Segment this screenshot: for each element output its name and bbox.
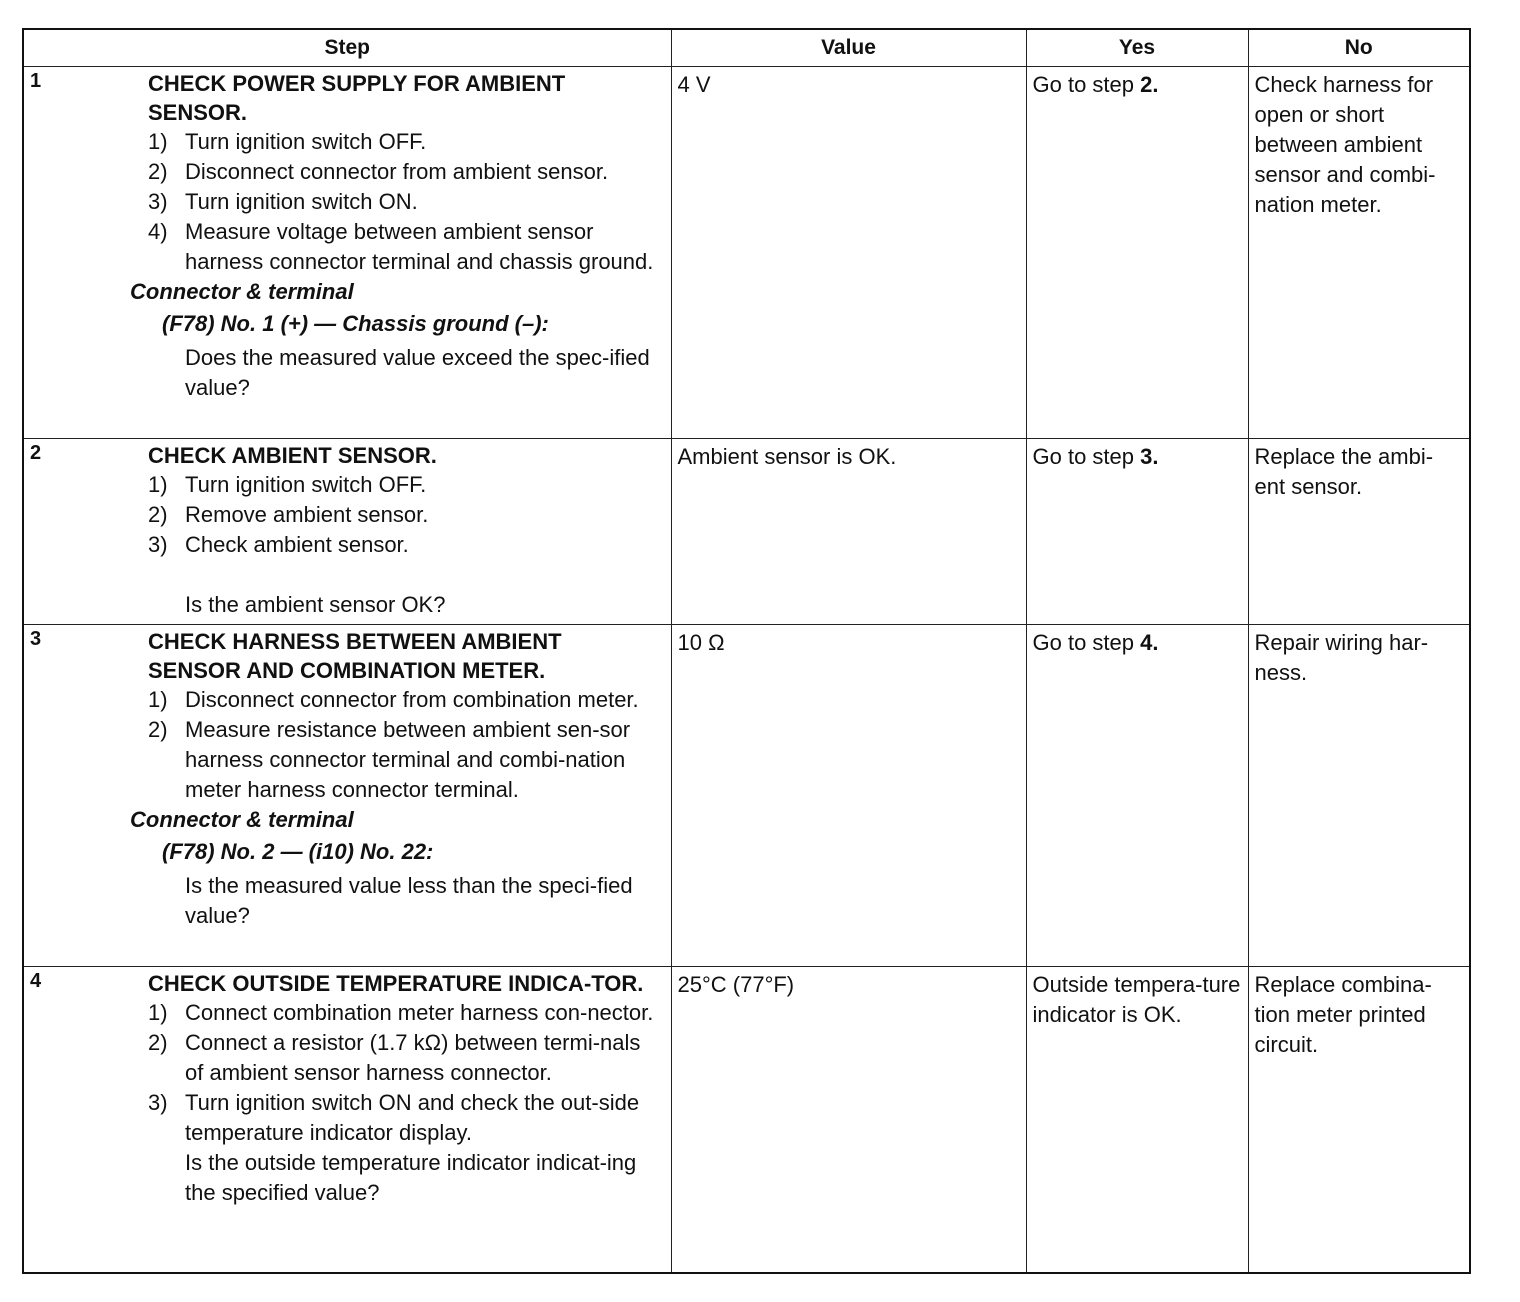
diagnostic-table bbox=[22, 28, 1471, 1274]
step-number: 3 bbox=[30, 628, 42, 650]
step-cell bbox=[23, 967, 671, 1273]
table-row bbox=[23, 439, 1470, 625]
substep: 1) Turn ignition switch OFF. bbox=[148, 129, 427, 154]
value-cell: 25°C (77°F) bbox=[671, 967, 1026, 1273]
connector-label: Connector & terminal bbox=[130, 807, 354, 832]
step-title: CHECK POWER SUPPLY FOR AMBIENT SENSOR. bbox=[148, 71, 566, 125]
step-question: Is the measured value less than the speci-fied value? bbox=[185, 873, 633, 928]
yes-cell: Go to step 4. bbox=[1026, 625, 1248, 967]
header-value: Value bbox=[671, 29, 1026, 67]
step-cell bbox=[23, 67, 671, 439]
substep: 2) Measure resistance between ambient sen-sor harness connector terminal and combi-nation meter harness connector terminal. bbox=[148, 717, 631, 802]
substep: 2) Disconnect connector from ambient sensor. bbox=[148, 159, 609, 184]
yes-cell: Go to step 2. bbox=[1026, 67, 1248, 439]
no-cell: Check harness for open or short between ambient sensor and combi-nation meter. bbox=[1248, 67, 1470, 439]
step-title: CHECK HARNESS BETWEEN AMBIENT SENSOR AND COMBINATION METER. bbox=[148, 629, 562, 683]
step-title: CHECK AMBIENT SENSOR. bbox=[148, 443, 437, 468]
table-row bbox=[23, 67, 1470, 439]
substep: 1) Disconnect connector from combination meter. bbox=[148, 687, 639, 712]
connector-value: (F78) No. 2 — (i10) No. 22: bbox=[162, 839, 434, 864]
step-question: Is the outside temperature indicator indicat-ing the specified value? bbox=[185, 1150, 637, 1205]
substep: 3) Turn ignition switch ON. bbox=[148, 189, 418, 214]
header-row bbox=[23, 29, 1470, 67]
substep: 3) Turn ignition switch ON and check the out-side temperature indicator display. bbox=[148, 1090, 640, 1145]
value-cell: Ambient sensor is OK. bbox=[671, 439, 1026, 625]
step-cell bbox=[23, 439, 671, 625]
substep: 3) Check ambient sensor. bbox=[148, 532, 409, 557]
step-question: Is the ambient sensor OK? bbox=[185, 592, 446, 617]
step-number: 1 bbox=[30, 70, 42, 92]
connector-value: (F78) No. 1 (+) — Chassis ground (–): bbox=[162, 311, 549, 336]
table-row bbox=[23, 625, 1470, 967]
substep: 1) Turn ignition switch OFF. bbox=[148, 472, 427, 497]
yes-cell: Go to step 3. bbox=[1026, 439, 1248, 625]
connector-label: Connector & terminal bbox=[130, 279, 354, 304]
no-cell: Replace the ambi-ent sensor. bbox=[1248, 439, 1470, 625]
no-cell: Repair wiring har-ness. bbox=[1248, 625, 1470, 967]
step-number: 2 bbox=[30, 442, 42, 464]
substep: 4) Measure voltage between ambient sensor harness connector terminal and chassis ground. bbox=[148, 219, 654, 274]
header-yes: Yes bbox=[1026, 29, 1248, 67]
step-cell bbox=[23, 625, 671, 967]
step-number: 4 bbox=[30, 970, 42, 992]
step-title: CHECK OUTSIDE TEMPERATURE INDICA-TOR. bbox=[148, 971, 644, 996]
substep: 2) Connect a resistor (1.7 kΩ) between termi-nals of ambient sensor harness connector. bbox=[148, 1030, 641, 1085]
header-step: Step bbox=[23, 29, 671, 67]
step-question: Does the measured value exceed the spec-ified value? bbox=[185, 345, 650, 400]
yes-cell: Outside tempera-ture indicator is OK. bbox=[1026, 967, 1248, 1273]
substep: 2) Remove ambient sensor. bbox=[148, 502, 429, 527]
table-row bbox=[23, 967, 1470, 1273]
substep: 1) Connect combination meter harness con-nector. bbox=[148, 1000, 654, 1025]
header-no: No bbox=[1248, 29, 1470, 67]
no-cell: Replace combina-tion meter printed circuit. bbox=[1248, 967, 1470, 1273]
value-cell: 4 V bbox=[671, 67, 1026, 439]
value-cell: 10 Ω bbox=[671, 625, 1026, 967]
